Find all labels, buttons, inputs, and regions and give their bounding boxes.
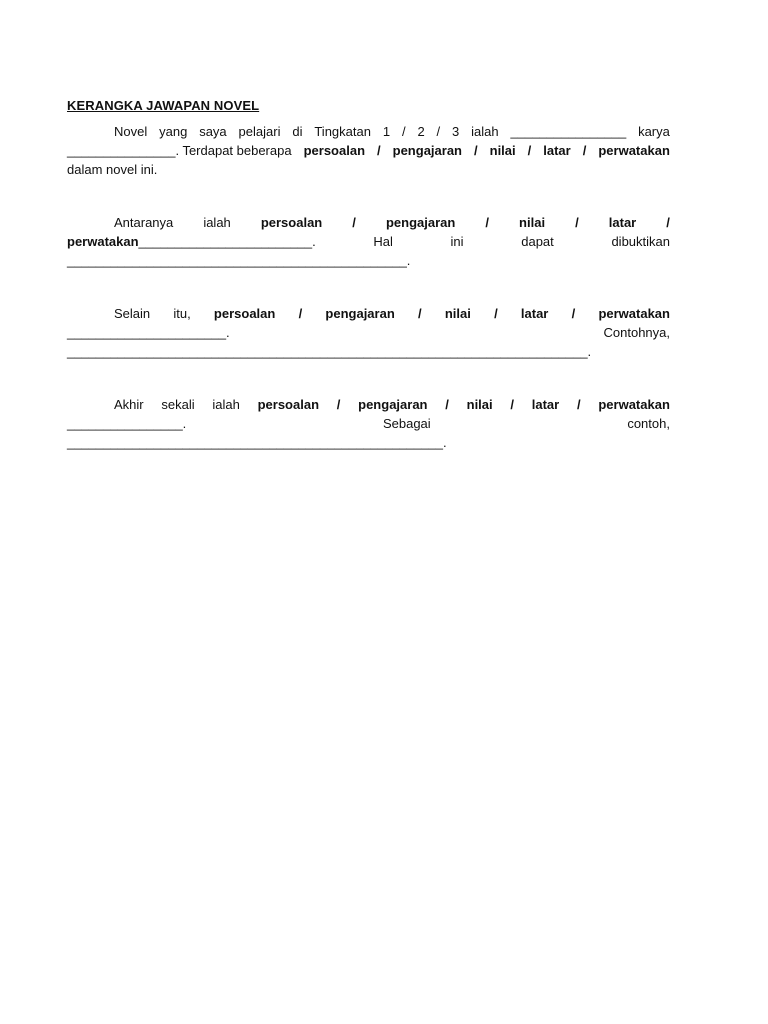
answer-blank: ________________________.: [138, 234, 316, 249]
bold-word: nilai: [466, 397, 493, 412]
word: 2: [417, 124, 425, 139]
answer-blank: ________________________________________________________________________.: [67, 344, 592, 359]
bold-word: /: [352, 215, 356, 230]
bold-word: /: [666, 215, 670, 230]
paragraph-3-line-1: [67, 304, 670, 323]
bold-word: persoalan: [257, 397, 320, 412]
line-start: [67, 232, 316, 251]
word: karya: [638, 124, 670, 139]
bold-word: /: [485, 215, 489, 230]
bold-word: /: [445, 397, 449, 412]
line-text: _______________. Terdapat beberapa: [67, 143, 292, 158]
bold-word: /: [336, 397, 341, 412]
paragraph-2-line-3: [67, 251, 670, 270]
document-content: [67, 97, 670, 486]
word: Selain: [114, 306, 151, 321]
paragraph-3: [67, 304, 670, 361]
word: ialah: [203, 215, 231, 230]
bold-word: persoalan: [213, 306, 276, 321]
paragraph-4: [67, 395, 670, 452]
bold-word: /: [377, 143, 381, 158]
word: dibuktikan: [611, 234, 670, 249]
word: saya: [199, 124, 227, 139]
bold-word: pengajaran: [385, 215, 456, 230]
paragraph-1-line-2: [67, 141, 670, 160]
line-text: dalam novel ini.: [67, 162, 158, 177]
word: contoh,: [627, 416, 670, 431]
word: ialah: [471, 124, 499, 139]
bold-word: pengajaran: [358, 397, 428, 412]
word: Antaranya: [114, 215, 174, 230]
bold-word: latar: [531, 397, 560, 412]
bold-word: pengajaran: [325, 306, 395, 321]
document-title: KERANGKA JAWAPAN NOVEL: [67, 98, 260, 113]
bold-word: perwatakan: [598, 143, 670, 158]
bold-word: latar: [520, 306, 549, 321]
bold-word: perwatakan: [598, 397, 670, 412]
answer-blank: ____________________________________________________.: [67, 435, 447, 450]
word: 3: [452, 124, 460, 139]
word: di: [292, 124, 303, 139]
bold-word: /: [510, 397, 515, 412]
word: ini: [450, 234, 464, 249]
paragraph-3-line-3: [67, 342, 670, 361]
bold-word: nilai: [519, 215, 546, 230]
paragraph-1: [67, 122, 670, 179]
bold-word: /: [571, 306, 576, 321]
paragraph-4-line-2: [67, 414, 670, 433]
bold-word: perwatakan: [598, 306, 670, 321]
word: sekali: [161, 397, 195, 412]
bold-word: /: [474, 143, 478, 158]
bold-word: /: [298, 306, 303, 321]
paragraph-2: [67, 213, 670, 270]
bold-word: /: [576, 397, 581, 412]
bold-word: latar: [543, 143, 571, 158]
bold-word: latar: [608, 215, 637, 230]
paragraph-1-line-3: [67, 160, 670, 179]
word: Novel: [114, 124, 148, 139]
answer-blank: _______________________________________________.: [67, 253, 411, 268]
word: Sebagai: [382, 416, 431, 431]
word: /: [401, 124, 406, 139]
word: ialah: [212, 397, 240, 412]
bold-word: nilai: [444, 306, 471, 321]
bold-word: /: [575, 215, 579, 230]
word: dapat: [521, 234, 554, 249]
bold-word: /: [494, 306, 498, 321]
word: itu,: [173, 306, 191, 321]
bold-word: /: [527, 143, 532, 158]
bold-word: persoalan: [303, 143, 366, 158]
bold-word: nilai: [489, 143, 516, 158]
bold-word: persoalan: [260, 215, 323, 230]
word: 1: [382, 124, 391, 139]
word: Contohnya,: [603, 325, 670, 340]
word: pelajari: [238, 124, 281, 139]
answer-blank: ______________________.: [67, 325, 230, 340]
bold-word: perwatakan: [67, 234, 139, 249]
paragraph-4-line-1: [67, 395, 670, 414]
word: yang: [159, 124, 188, 139]
word: Tingkatan: [314, 124, 371, 139]
paragraph-2-line-1: [67, 213, 670, 232]
bold-word: pengajaran: [392, 143, 462, 158]
bold-word: /: [582, 143, 587, 158]
word: Akhir: [114, 397, 144, 412]
answer-blank: ________________: [510, 124, 627, 139]
paragraph-2-line-2: [67, 232, 670, 251]
paragraph-1-line-1: [67, 122, 670, 141]
paragraph-3-line-2: [67, 323, 670, 342]
word: /: [436, 124, 441, 139]
paragraph-4-line-3: [67, 433, 670, 452]
bold-word: /: [417, 306, 422, 321]
word: Hal: [373, 234, 393, 249]
answer-blank: ________________.: [67, 416, 187, 431]
